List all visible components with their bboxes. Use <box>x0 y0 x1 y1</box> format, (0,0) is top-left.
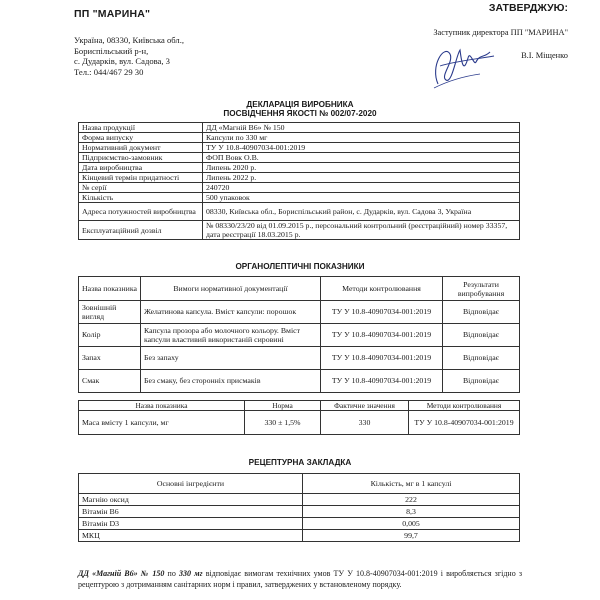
certificate-number: ПОСВІДЧЕННЯ ЯКОСТІ № 002/07-2020 <box>223 109 377 119</box>
table-row <box>79 347 520 370</box>
test-result: Відповідає <box>443 347 520 370</box>
field-label: Дата виробництва <box>79 163 203 173</box>
organization-block <box>74 8 274 77</box>
address-line: Тел.: 044/467 29 30 <box>74 66 144 77</box>
handwritten-signature <box>410 36 500 90</box>
field-label: № серії <box>79 183 203 193</box>
ingredient-quantity: 0,005 <box>303 518 520 530</box>
table-row <box>79 411 520 435</box>
ingredient-quantity: 99,7 <box>303 530 520 542</box>
indicator-name: Зовнішній вигляд <box>79 301 141 324</box>
product-info-table <box>78 122 520 240</box>
mass-method: ТУ У 10.8-40907034-001:2019 <box>409 411 520 435</box>
table-row <box>79 143 520 153</box>
signer-name: В.І. Міщенко <box>521 50 568 60</box>
indicator-name: Смак <box>79 370 141 393</box>
footer-dose: 330 мг <box>179 569 203 578</box>
approve-label: ЗАТВЕРДЖУЮ: <box>488 2 568 14</box>
test-result: Відповідає <box>443 370 520 393</box>
col-header-actual: Фактичне значення <box>321 401 409 411</box>
col-header-norm: Норма <box>245 401 321 411</box>
declaration-title: ДЕКЛАРАЦІЯ ВИРОБНИКА <box>246 100 354 109</box>
organization-name: ПП "МАРИНА" <box>74 8 151 20</box>
requirement: Без смаку, без сторонніх присмаків <box>141 370 321 393</box>
table-row <box>79 153 520 163</box>
col-header-methods: Методи контролювання <box>321 277 443 301</box>
footer-text: відповідає вимогам технічних умов ТУ У 10.8-40907034-001:2019 і виробляється згідно з рецептурою з дотриманням санітарних норм і правил, затверджених у встановленому порядку. <box>78 569 523 590</box>
field-label: Форма випуску <box>79 133 203 143</box>
table-row <box>79 221 520 240</box>
field-value: 08330, Київська обл., Бориспільський район, с. Дударків, вул. Садова 3, Україна <box>203 203 520 221</box>
col-header-indicator: Назва показника <box>79 401 245 411</box>
recipe-table <box>78 473 520 542</box>
compliance-statement: ДД «Магній B6» № 150 по 330 мг відповідає вимогам технічних умов ТУ У 10.8-40907034-001:2019 і виробляється згідно з рецептурою з дотриманням санітарних норм і правил, затверджених у встановленому порядку. <box>78 569 523 590</box>
table-row <box>79 173 520 183</box>
field-value: ТУ У 10.8-40907034-001:2019 <box>203 143 520 153</box>
ingredient-quantity: 8,3 <box>303 506 520 518</box>
table-row <box>79 123 520 133</box>
control-method: ТУ У 10.8-40907034-001:2019 <box>321 370 443 393</box>
table-row <box>79 163 520 173</box>
mass-indicator-name: Маса вмісту 1 капсули, мг <box>79 411 245 435</box>
requirement: Капсула прозора або молочного кольору. Вміст капсули властивий використаній сировині <box>141 324 321 347</box>
field-value: Капсули по 330 мг <box>203 133 520 143</box>
mass-actual: 330 <box>321 411 409 435</box>
control-method: ТУ У 10.8-40907034-001:2019 <box>321 301 443 324</box>
field-label: Адреса потужностей виробництва <box>79 203 203 221</box>
field-value: Липень 2022 р. <box>203 173 520 183</box>
table-row <box>79 324 520 347</box>
ingredient-name: Магнію оксид <box>79 494 303 506</box>
table-row <box>79 183 520 193</box>
table-row <box>79 133 520 143</box>
col-header-ingredients: Основні інгредієнти <box>79 474 303 494</box>
field-label: Підприємство-замовник <box>79 153 203 163</box>
table-row <box>79 193 520 203</box>
control-method: ТУ У 10.8-40907034-001:2019 <box>321 347 443 370</box>
indicator-name: Запах <box>79 347 141 370</box>
field-value: Липень 2020 р. <box>203 163 520 173</box>
field-value: № 08330/23/20 від 01.09.2015 р., персональний контрольний (реєстраційний) номер 33357, дата реєстрації 18.03.2015 р. <box>203 221 520 240</box>
ingredient-name: МКЦ <box>79 530 303 542</box>
ingredient-name: Вітамін D3 <box>79 518 303 530</box>
col-header-quantity: Кількість, мг в 1 капсулі <box>303 474 520 494</box>
mass-table <box>78 400 520 435</box>
organization-address <box>74 35 274 77</box>
ingredient-quantity: 222 <box>303 494 520 506</box>
deputy-title: Заступник директора ПП "МАРИНА" <box>433 28 568 37</box>
test-result: Відповідає <box>443 324 520 347</box>
field-value: 500 упаковок <box>203 193 520 203</box>
address-line: с. Дударків, вул. Садова, 3 <box>74 56 170 67</box>
address-line: Україна, 08330, Київська обл., <box>74 35 185 45</box>
organoleptic-title: ОРГАНОЛЕПТИЧНІ ПОКАЗНИКИ <box>235 262 365 271</box>
col-header-method: Методи контролювання <box>409 401 520 411</box>
field-label: Нормативний документ <box>79 143 203 153</box>
document-title <box>0 100 600 118</box>
col-header-requirements: Вимоги нормативної документації <box>141 277 321 301</box>
col-header-results: Результати випробування <box>443 277 520 301</box>
table-row <box>79 530 520 542</box>
table-row <box>79 370 520 393</box>
field-value: ДД «Магній B6» № 150 <box>203 123 520 133</box>
field-label: Назва продукції <box>79 123 203 133</box>
requirement: Без запаху <box>141 347 321 370</box>
footer-product: ДД «Магній B6» № 150 <box>78 569 165 578</box>
table-row <box>79 494 520 506</box>
field-label: Експлуатаційний дозвіл <box>79 221 203 240</box>
table-row <box>79 203 520 221</box>
table-row <box>79 301 520 324</box>
test-result: Відповідає <box>443 301 520 324</box>
table-row <box>79 506 520 518</box>
requirement: Желатинова капсула. Вміст капсули: порошок <box>141 301 321 324</box>
table-row <box>79 518 520 530</box>
ingredient-name: Вітамін В6 <box>79 506 303 518</box>
address-line: Бориспільський р-н, <box>74 45 149 56</box>
field-value: ФОП Вовк О.В. <box>203 153 520 163</box>
field-label: Кінцевий термін придатності <box>79 173 203 183</box>
recipe-title: РЕЦЕПТУРНА ЗАКЛАДКА <box>248 458 352 467</box>
indicator-name: Колір <box>79 324 141 347</box>
col-header-name: Назва показника <box>79 277 141 301</box>
field-value: 240720 <box>203 183 520 193</box>
field-label: Кількість <box>79 193 203 203</box>
mass-norm: 330 ± 1,5% <box>245 411 321 435</box>
control-method: ТУ У 10.8-40907034-001:2019 <box>321 324 443 347</box>
organoleptic-table <box>78 276 520 393</box>
